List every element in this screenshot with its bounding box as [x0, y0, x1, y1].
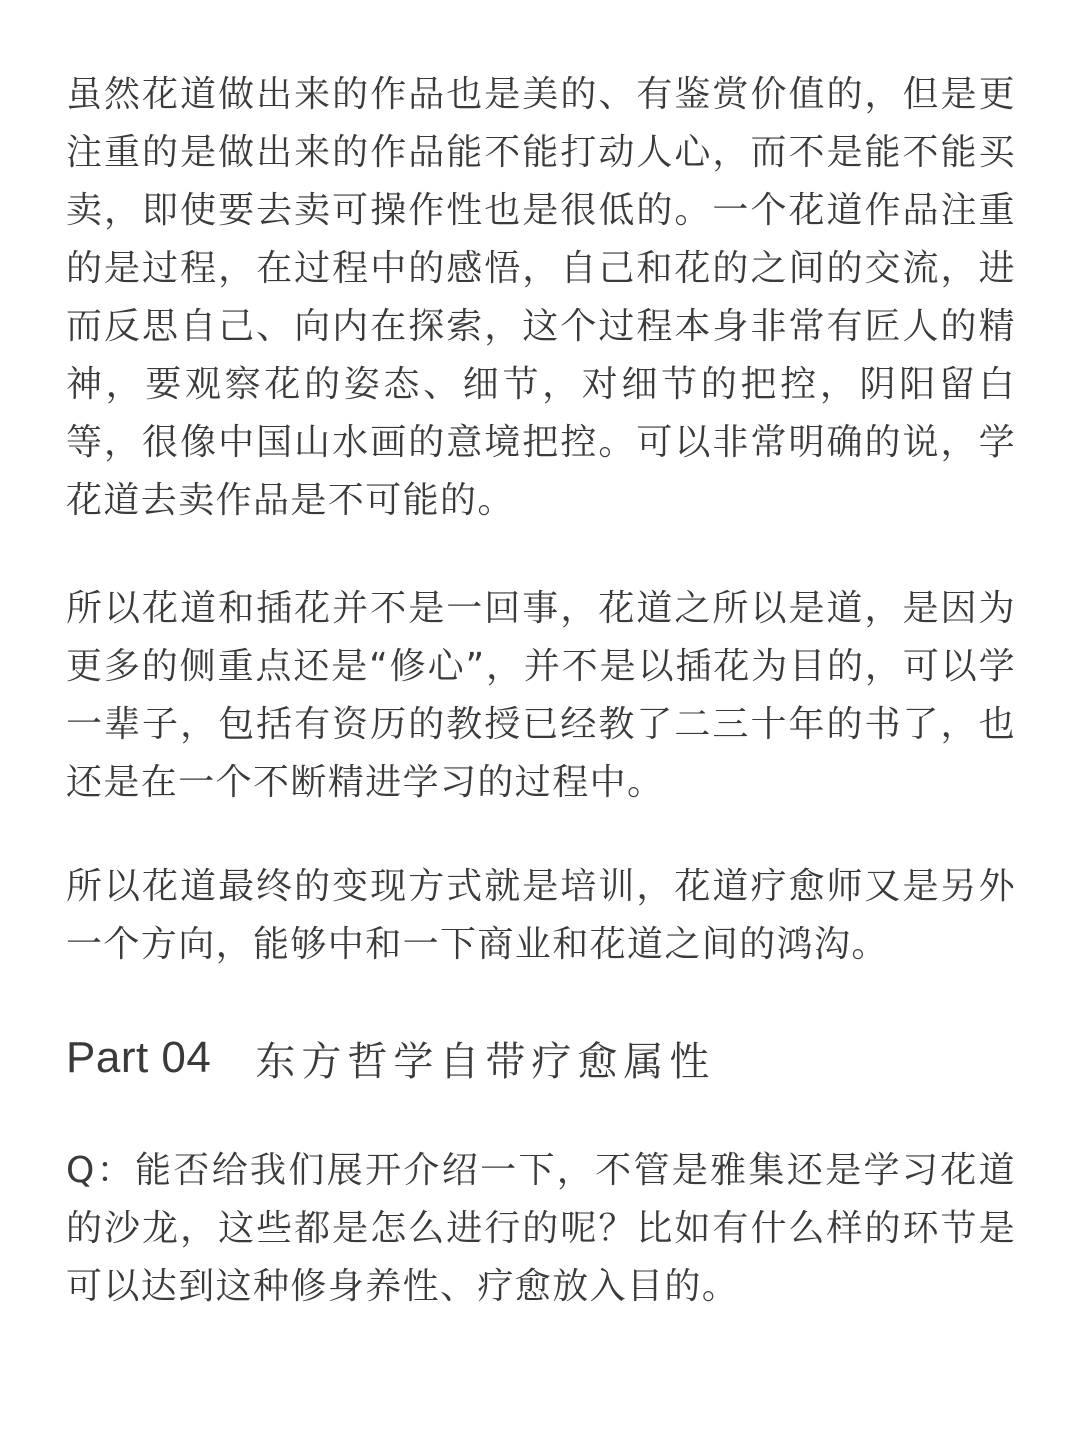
question-paragraph: Q：能否给我们展开介绍一下，不管是雅集还是学习花道的沙龙，这些都是怎么进行的呢？比如有什么样的环节是可以达到这种修身养性、疗愈放入目的。 [66, 1150, 1016, 1307]
section-heading [66, 1028, 715, 1088]
section-part-label: Part 04 [66, 1033, 212, 1082]
body-paragraph: 所以花道最终的变现方式就是培训，花道疗愈师又是另外一个方向，能够中和一下商业和花道之间的鸿沟。 [66, 866, 1016, 965]
body-paragraph: 所以花道和插花并不是一回事，花道之所以是道，是因为更多的侧重点还是“修心”，并不是以插花为目的，可以学一辈子，包括有资历的教授已经教了二三十年的书了，也还是在一个不断精进学习的过程中。 [66, 588, 1016, 803]
section-title: 东方哲学自带疗愈属性 [255, 1038, 716, 1085]
body-paragraph: 虽然花道做出来的作品也是美的、有鉴赏价值的，但是更注重的是做出来的作品能不能打动人心，而不是能不能买卖，即使要去卖可操作性也是很低的。一个花道作品注重的是过程，在过程中的感悟，自己和花的之间的交流，进而反思自己、向内在探索，这个过程本身非常有匠人的精神，要观察花的姿态、细节，对细节的把控，阴阳留白等，很像中国山水画的意境把控。可以非常明确的说，学花道去卖作品是不可能的。 [66, 74, 1016, 521]
